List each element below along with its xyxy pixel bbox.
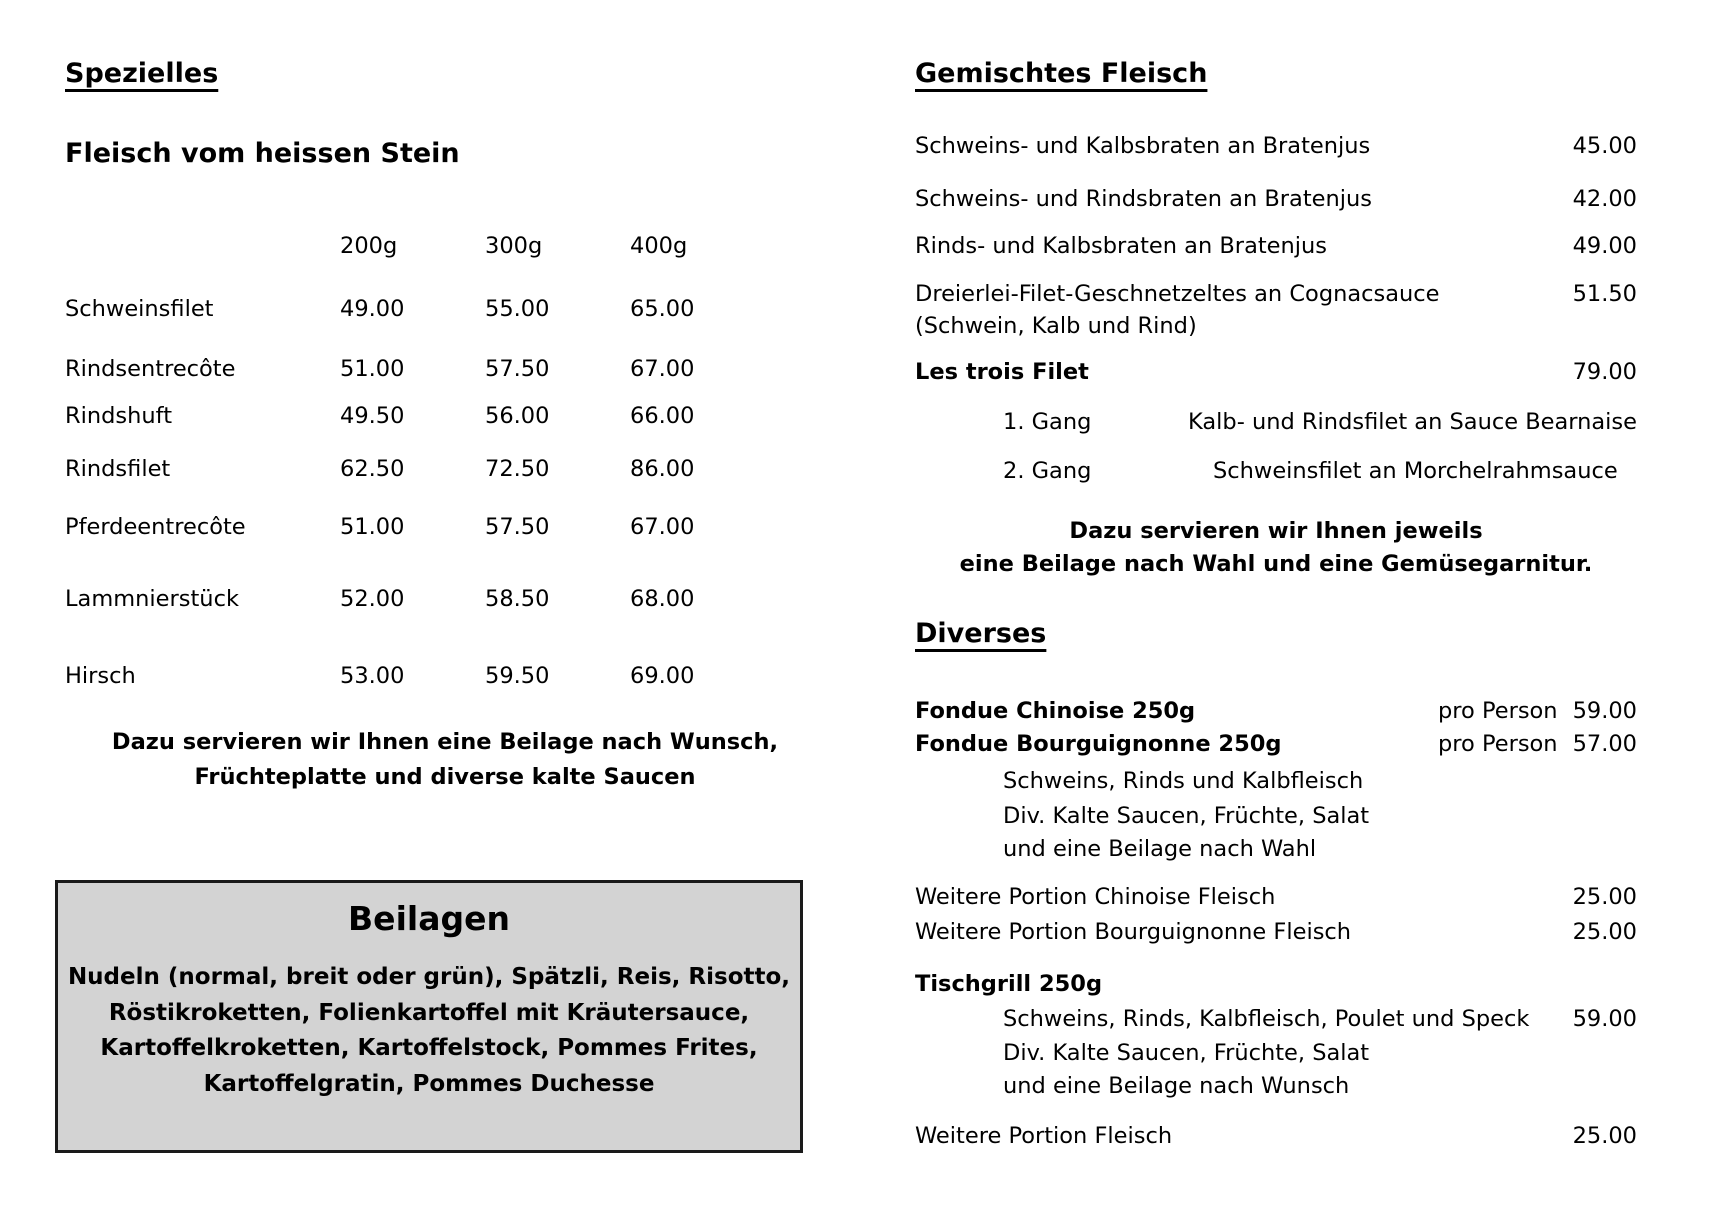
course-row [1003, 455, 1637, 488]
item-price: 25.00 [1572, 884, 1637, 910]
item-name: Fondue Bourguignonne 250g [915, 731, 1282, 757]
price-200g: 51.00 [340, 356, 405, 382]
item-unit: pro Person [1438, 698, 1558, 724]
section-title-gemischtes-fleisch: Gemischtes Fleisch [915, 58, 1208, 89]
item-price: 25.00 [1572, 919, 1637, 945]
menu-item-row [915, 230, 1637, 263]
price-300g: 57.50 [485, 514, 550, 540]
item-price: 79.00 [1572, 359, 1637, 385]
beilagen-line: Kartoffelgratin, Pommes Duchesse [203, 1070, 655, 1097]
course-label: 1. Gang [1003, 409, 1092, 435]
price-400g: 67.00 [630, 514, 695, 540]
beilagen-box [55, 880, 803, 1153]
tischgrill-name: Tischgrill 250g [915, 971, 1103, 997]
tischgrill-detail-row [1003, 1003, 1637, 1036]
table-row [65, 453, 785, 486]
item-price: 25.00 [1572, 1123, 1637, 1149]
item-name: Fondue Chinoise 250g [915, 698, 1196, 724]
table-row [65, 293, 785, 326]
price-300g: 57.50 [485, 356, 550, 382]
tischgrill-detail: Schweins, Rinds, Kalbfleisch, Poulet und Speck [1003, 1006, 1530, 1032]
course-row [1003, 406, 1637, 439]
left-note-line1: Dazu servieren wir Ihnen eine Beilage nach Wunsch, [111, 729, 779, 755]
table-row [65, 660, 785, 693]
header-spacer [65, 230, 340, 263]
dish-name: Rindsfilet [65, 456, 171, 482]
menu-item-row [915, 356, 1637, 389]
beilagen-line: Röstikroketten, Folienkartoffel mit Kräutersauce, [108, 999, 750, 1026]
item-name: Weitere Portion Fleisch [915, 1123, 1173, 1149]
table-row [65, 400, 785, 433]
item-name-line1: Dreierlei-Filet-Geschnetzeltes an Cognacsauce [915, 281, 1440, 307]
price-300g: 56.00 [485, 403, 550, 429]
price-300g: 55.00 [485, 296, 550, 322]
menu-item-row [915, 278, 1637, 342]
price-300g: 59.50 [485, 663, 550, 689]
item-name: Weitere Portion Bourguignonne Fleisch [915, 919, 1352, 945]
item-name: Schweins- und Kalbsbraten an Bratenjus [915, 133, 1371, 159]
section-title-spezielles: Spezielles [65, 58, 219, 89]
price-200g: 49.00 [340, 296, 405, 322]
item-price: 51.50 [1572, 281, 1637, 307]
menu-item-row [915, 183, 1637, 216]
price-200g: 52.00 [340, 586, 405, 612]
dish-name: Hirsch [65, 663, 136, 689]
dish-name: Schweinsfilet [65, 296, 214, 322]
item-name: Les trois Filet [915, 359, 1089, 385]
price-400g: 67.00 [630, 356, 695, 382]
fondue-row [915, 695, 1637, 728]
col-400g: 400g [630, 233, 688, 259]
course-label: 2. Gang [1003, 458, 1092, 484]
course-desc: Schweinsfilet an Morchelrahmsauce [1213, 458, 1618, 484]
left-note-line2: Früchteplatte und diverse kalte Saucen [194, 764, 696, 790]
right-note-line1: Dazu servieren wir Ihnen jeweils [1069, 518, 1483, 544]
beilagen-line: Nudeln (normal, breit oder grün), Spätzli, Reis, Risotto, [67, 964, 791, 990]
dish-name: Lammnierstück [65, 586, 239, 612]
menu-item-row [915, 881, 1637, 914]
price-400g: 68.00 [630, 586, 695, 612]
dish-name: Pferdeentrecôte [65, 514, 246, 540]
price-200g: 53.00 [340, 663, 405, 689]
item-name: Weitere Portion Chinoise Fleisch [915, 884, 1276, 910]
menu-item-row [915, 1120, 1637, 1153]
course-desc: Kalb- und Rindsfilet an Sauce Bearnaise [1188, 409, 1637, 435]
dish-name: Rindshuft [65, 403, 173, 429]
item-price: 59.00 [1572, 1006, 1637, 1032]
price-200g: 49.50 [340, 403, 405, 429]
section-title-diverses: Diverses [915, 618, 1047, 649]
fondue-detail: Div. Kalte Saucen, Früchte, Salat [1003, 803, 1370, 829]
item-name: Rinds- und Kalbsbraten an Bratenjus [915, 233, 1328, 259]
menu-item-row [915, 130, 1637, 163]
price-200g: 62.50 [340, 456, 405, 482]
item-name-line2: (Schwein, Kalb und Rind) [915, 313, 1197, 339]
col-200g: 200g [340, 233, 398, 259]
item-price: 42.00 [1572, 186, 1637, 212]
item-price: 49.00 [1572, 233, 1637, 259]
subtitle-heisser-stein: Fleisch vom heissen Stein [65, 138, 460, 169]
dish-name: Rindsentrecôte [65, 356, 236, 382]
fondue-row [915, 728, 1637, 761]
price-400g: 66.00 [630, 403, 695, 429]
col-300g: 300g [485, 233, 543, 259]
beilagen-title: Beilagen [348, 899, 510, 938]
item-price: 59.00 [1572, 698, 1637, 724]
menu-item-row [915, 916, 1637, 949]
item-name: Schweins- und Rindsbraten an Bratenjus [915, 186, 1372, 212]
fondue-detail: und eine Beilage nach Wahl [1003, 836, 1317, 862]
item-unit: pro Person [1438, 731, 1558, 757]
tischgrill-detail: und eine Beilage nach Wunsch [1003, 1073, 1350, 1099]
price-200g: 51.00 [340, 514, 405, 540]
beilagen-line: Kartoffelkroketten, Kartoffelstock, Pommes Frites, [100, 1035, 758, 1061]
item-price: 57.00 [1572, 731, 1637, 757]
item-name [915, 278, 1567, 342]
price-400g: 69.00 [630, 663, 695, 689]
table-row [65, 353, 785, 386]
item-price: 45.00 [1572, 133, 1637, 159]
fondue-detail: Schweins, Rinds und Kalbfleisch [1003, 768, 1364, 794]
table-row [65, 583, 785, 616]
price-300g: 72.50 [485, 456, 550, 482]
tischgrill-detail: Div. Kalte Saucen, Früchte, Salat [1003, 1040, 1370, 1066]
price-400g: 65.00 [630, 296, 695, 322]
table-row [65, 511, 785, 544]
right-note-line2: eine Beilage nach Wahl und eine Gemüsegarnitur. [959, 551, 1593, 577]
price-300g: 58.50 [485, 586, 550, 612]
price-400g: 86.00 [630, 456, 695, 482]
stone-table-header [65, 230, 785, 263]
